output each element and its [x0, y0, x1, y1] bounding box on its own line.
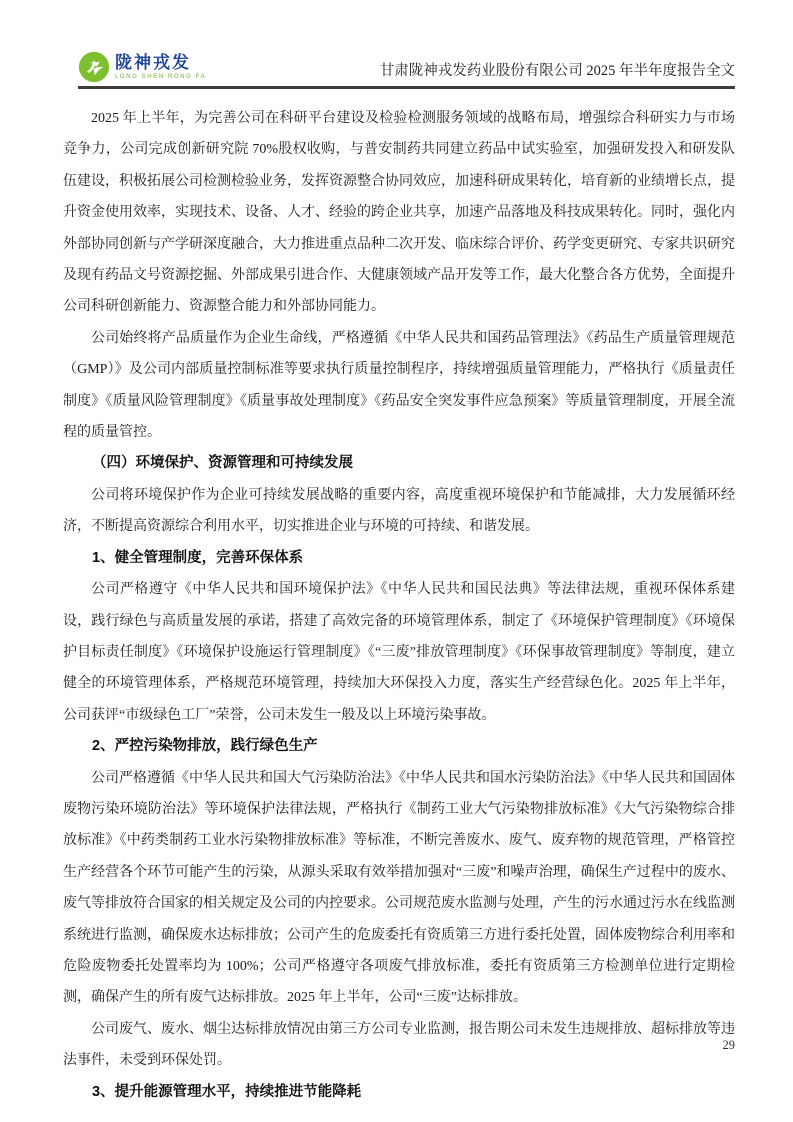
paragraph-strategy: 2025 年上半年，为完善公司在科研平台建设及检验检测服务领域的战略布局，增强综合科研实力与市场竞争力，公司完成创新研究院 70%股权收购，与普安制药共同建立药品中试实验室，加强研发投入和研发队伍建设，积极拓展公司检测检验业务，发挥资源整合协同效应，加速科研成果转化，培育新的业绩增长点，提升资金使用效率，实现技术、设备、人才、经验的跨企业共享，加速产品落地及科技成果转化。同时，强化内外部协同创新与产学研深度融合，大力推进重点品种二次开发、临床综合评价、药学变更研究、专家共识研究及现有药品文号资源挖掘、外部成果引进合作、大健康领域产品开发等工作，最大化整合各方优势，全面提升公司科研创新能力、资源整合能力和外部协同能力。 [63, 111, 735, 315]
section-heading-environment: （四）环境保护、资源管理和可持续发展 [92, 455, 353, 472]
page-header [78, 42, 735, 86]
logo-chinese-name: 陇神戎发 [115, 53, 191, 72]
paragraph-emission-control: 公司严格遵循《中华人民共和国大气污染防治法》《中华人民共和国水污染防治法》《中华人民共和国固体废物污染环境防治法》等环境保护法律法规，严格执行《制药工业大气污染物排放标准》《大气污染物综合排放标准》《中药类制药工业水污染物排放标准》等标准，不断完善废水、废气、废弃物的规范管理，严格管控生产经营各个环节可能产生的污染，从源头采取有效举措加强对“三废”和噪声治理，确保生产过程中的废水、废气等排放符合国家的相关规定及公司的内控要求。公司规范废水监测与处理，产生的污水通过污水在线监测系统进行监测，确保废水达标排放；公司产生的危废委托有资质第三方进行委托处置，固体废物综合利用率和危险废物委托处置率均为 100%；公司严格遵守各项废气排放标准，委托有资质第三方检测单位进行定期检测，确保产生的所有废气达标排放。2025 年上半年，公司“三废”达标排放。 [63, 770, 735, 1006]
header-divider [78, 86, 735, 89]
company-logo-text [115, 54, 206, 80]
subheading-1-management-system: 1、健全管理制度，完善环保体系 [92, 549, 304, 566]
subheading-2-pollution-control: 2、严控污染物排放，践行绿色生产 [92, 738, 318, 755]
paragraph-env-overview: 公司将环境保护作为企业可持续发展战略的重要内容，高度重视环境保护和节能减排，大力发展循环经济，不断提高资源综合利用水平，切实推进企业与环境的可持续、和谐发展。 [63, 487, 735, 535]
page-number: 29 [722, 1038, 735, 1052]
report-title: 甘肃陇神戎发药业股份有限公司 2025 年半年度报告全文 [379, 63, 735, 79]
paragraph-env-system: 公司严格遵守《中华人民共和国环境保护法》《中华人民共和国民法典》等法律法规，重视环保体系建设，践行绿色与高质量发展的承诺，搭建了高效完备的环境管理体系，制定了《环境保护管理制度》《环境保护目标责任制度》《环境保护设施运行管理制度》《“三废”排放管理制度》《环保事故管理制度》等制度，建立健全的环境管理体系，严格规范环境管理，持续加大环保投入力度，落实生产经营绿色化。2025 年上半年，公司获评“市级绿色工厂”荣誉，公司未发生一般及以上环境污染事故。 [63, 582, 735, 723]
subheading-3-energy-management: 3、提升能源管理水平，持续推进节能降耗 [92, 1083, 362, 1100]
logo-english-name: LONG SHEN RONG FA [115, 74, 207, 80]
paragraph-third-party-monitoring: 公司废气、废水、烟尘达标排放情况由第三方公司专业监测，报告期公司未发生违规排放、超标排放等违法事件，未受到环保处罚。 [63, 1021, 735, 1069]
paragraph-quality-management: 公司始终将产品质量作为企业生命线，严格遵循《中华人民共和国药品管理法》《药品生产质量管理规范（GMP）》及公司内部质量控制标准等要求执行质量控制程序，持续增强质量管理能力，严格执行《质量责任制度》《质量风险管理制度》《质量事故处理制度》《药品安全突发事件应急预案》等质量管理制度，开展全流程的质量管控。 [63, 330, 735, 441]
company-emblem-icon [78, 51, 110, 83]
document-body [63, 103, 735, 1108]
company-logo [78, 51, 206, 83]
